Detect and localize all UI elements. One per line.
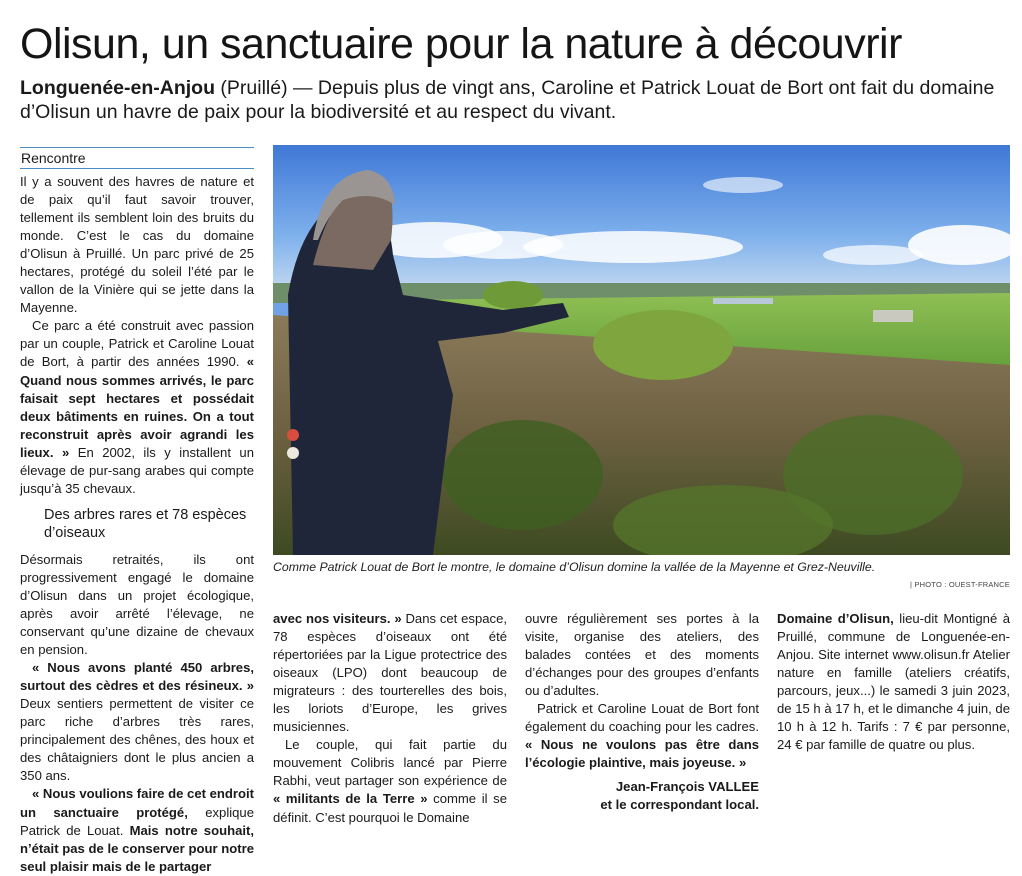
p2-text: Ce parc a été construit avec passion par un couple, Patrick et Caroline Louat de Bort, à partir des années 1990. (20, 318, 254, 370)
p5-quote-end: Mais notre souhait, n’était pas de le conserver pour notre seul plaisir mais de le partager (20, 822, 254, 874)
column-info (777, 610, 1010, 754)
c2-paragraph-1 (273, 610, 507, 736)
p4-quote: « Nous avons planté 450 arbres, surtout des cèdres et des résineux. » (20, 660, 254, 694)
lede-text: Depuis plus de vingt ans, Caroline et Patrick Louat de Bort ont fait du domaine d’Olisun un havre de paix pour la biodiversité et au respect du vivant. (20, 77, 995, 123)
article-headline: Olisun, un sanctuaire pour la nature à découvrir (20, 20, 902, 68)
article-lede (20, 76, 1010, 124)
info-title: Domaine d’Olisun, (777, 611, 894, 626)
subheading: Des arbres rares et 78 espèces d’oiseaux (44, 506, 247, 541)
paragraph-1: Il y a souvent des havres de nature et de paix qu’il faut savoir trouver, tellement ils semblent loin des bruits du monde. C’est le cas du domaine d’Olisun à Pruillé. Un parc privé de 25 hectares, protégé du soleil l’été par le vallon de la Vinière qui se jette dans la Mayenne. (20, 174, 254, 316)
c3-p2-quote: « Nous ne voulons pas être dans l’écologie plaintive, mais joyeuse. » (525, 737, 759, 771)
photo-caption: Comme Patrick Louat de Bort le montre, le domaine d’Olisun domine la vallée de la Mayenne et Grez-Neuville. (273, 560, 876, 574)
column-3 (525, 610, 759, 815)
lede-sub: (Pruillé) — (214, 77, 318, 99)
c2-p2-quote: « militants de la Terre » (273, 791, 428, 807)
c2-p2-text-end: comme il se définit. C’est pourquoi le Domaine (273, 791, 507, 825)
p5-text: explique Patrick de Louat. (20, 804, 254, 838)
author-suffix: et le correspondant local. (600, 797, 759, 813)
p4-text: Deux sentiers permettent de visiter ce parc riche d’arbres très rares, principalement des chênes, des houx et des châtaigniers dont le plus ancien a 350 ans. (20, 696, 254, 784)
c3-p2-text: Patrick et Caroline Louat de Bort font également du coaching pour les cadres. (525, 701, 759, 735)
paragraph-3: Désormais retraités, ils ont progressivement engagé le domaine d’Olisun dans un projet écologique, après avoir arrêté l’élevage, ne conservant qu’une dizaine de chevaux en pension. (20, 551, 254, 658)
c3-paragraph-1: ouvre régulièrement ses portes à la visite, organise des ateliers, des balades contées et des moments d’échanges pour des groupes d’enfants ou d’adultes. (525, 611, 759, 699)
paragraph-2 (20, 317, 254, 497)
author-name: Jean-François VALLEE (615, 779, 759, 795)
rubric-label: Rencontre (20, 147, 254, 169)
p2-quote: « Quand nous sommes arrivés, le parc faisait sept hectares et possédait deux bâtiments en ruines. On a tout reconstruit après avoir agrandi les lieux. » (20, 354, 254, 460)
p5-quote: « Nous voulions faire de cet endroit un sanctuaire protégé, (20, 786, 254, 820)
article-photo (273, 145, 1010, 555)
photo-credit: | PHOTO : OUEST-FRANCE (910, 580, 1010, 589)
c2-paragraph-2 (273, 736, 507, 826)
info-text: lieu-dit Montigné à Pruillé, commune de Longuenée-en-Anjou. Site internet www.olisun.fr Atelier nature en famille (ateliers créatifs, parcours, jeux...) le samedi 3 juin 2023, de 15 h à 17 h, et le dimanche 4 juin, de 10 h à 12 h. Tarifs : 7 € par personne, 24 € par famille de quatre ou plus. (777, 611, 1010, 753)
paragraph-4 (20, 659, 254, 785)
p2-text-end: En 2002, ils y installent un élevage de pur-sang arabes qui compte jusqu’à 35 chevaux. (20, 444, 254, 496)
c2-p1-text: Dans cet espace, 78 espèces d’oiseaux ont été répertoriées par la Ligue protectrice des oiseaux (LPO) dont beaucoup de migrateurs : des tourterelles des bois, les loriots d’Europe, les grives musiciennes. (273, 611, 507, 735)
c2-p2-text: Le couple, qui fait partie du mouvement Colibris lancé par Pierre Rabhi, veut partager son expérience de (273, 737, 507, 789)
c3-paragraph-2 (525, 700, 759, 772)
info-box (777, 610, 1010, 754)
landscape-photo (273, 145, 1010, 555)
c2-p1-quote: avec nos visiteurs. » (273, 611, 402, 626)
lede-place: Longuenée-en-Anjou (20, 77, 215, 99)
author-signature (525, 778, 759, 814)
paragraph-5 (20, 785, 254, 875)
column-1 (20, 173, 254, 876)
column-2 (273, 610, 507, 827)
